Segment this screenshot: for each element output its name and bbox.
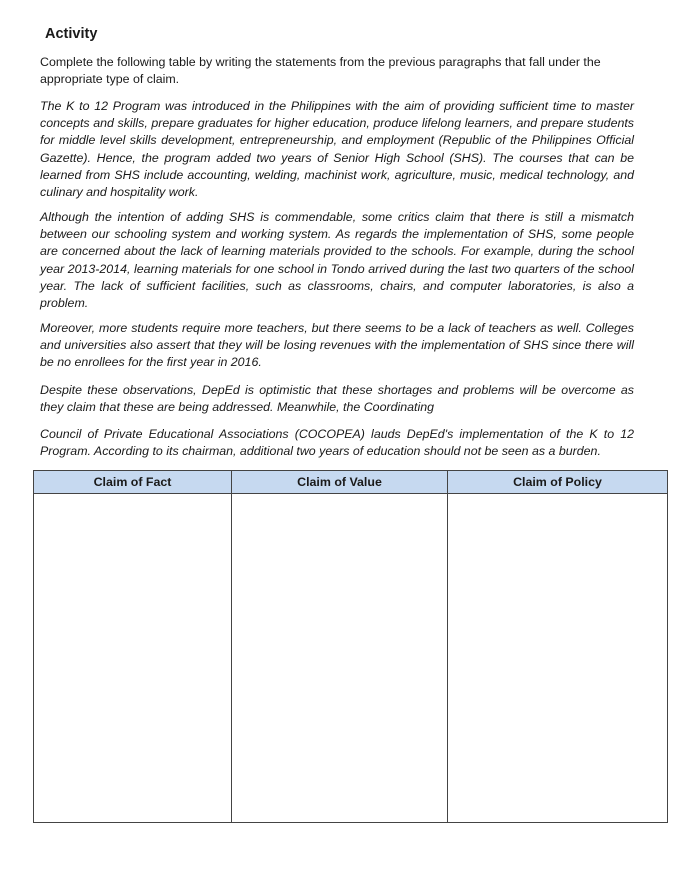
paragraph-5: Council of Private Educational Associations (COCOPEA) lauds DepEd's implementation of the K to 12 Program. According to its chairman, additional two years of education should not be seen as a burden. xyxy=(40,427,634,459)
claim-of-value-cell[interactable] xyxy=(232,494,448,823)
claim-of-fact-cell[interactable] xyxy=(34,494,232,823)
table-row xyxy=(34,494,668,823)
activity-title: Activity xyxy=(45,26,98,42)
column-header-claim-of-policy: Claim of Policy xyxy=(448,471,668,494)
paragraph-1: The K to 12 Program was introduced in the Philippines with the aim of providing sufficient time to master concepts and skills, prepare graduates for higher education, produce lifelong learners, and prepare students for middle level skills development, entrepreneurship, and employment (Republic of the Philippines Official Gazette). Hence, the program added two years of Senior High School (SHS). The courses that can be learned from SHS include accounting, welding, machinist work, agriculture, music, medical technology, and culinary and hospitality work. xyxy=(40,99,634,200)
paragraph-4: Despite these observations, DepEd is optimistic that these shortages and problems will be overcome as they claim that these are being addressed. Meanwhile, the Coordinating xyxy=(40,383,634,415)
instruction-text: Complete the following table by writing the statements from the previous paragraphs that fall under the appropriate type of claim. xyxy=(40,55,601,87)
paragraph-2: Although the intention of adding SHS is commendable, some critics claim that there is still a mismatch between our schooling system and working system. As regards the implementation of SHS, some people are concerned about the lack of learning materials provided to the schools. For example, during the school year 2013-2014, learning materials for one school in Tondo arrived during the last two quarters of the school year. The lack of sufficient facilities, such as classrooms, chairs, and computer laboratories, is also a problem. xyxy=(40,210,634,311)
paragraph-3: Moreover, more students require more teachers, but there seems to be a lack of teachers as well. Colleges and universities also assert that they will be losing revenues with the implementation of SHS since there will be no enrollees for the first year in 2016. xyxy=(40,321,634,370)
table-header-row xyxy=(34,471,668,494)
column-header-claim-of-value: Claim of Value xyxy=(232,471,448,494)
claim-of-policy-cell[interactable] xyxy=(448,494,668,823)
claims-table xyxy=(33,470,668,823)
column-header-claim-of-fact: Claim of Fact xyxy=(34,471,232,494)
